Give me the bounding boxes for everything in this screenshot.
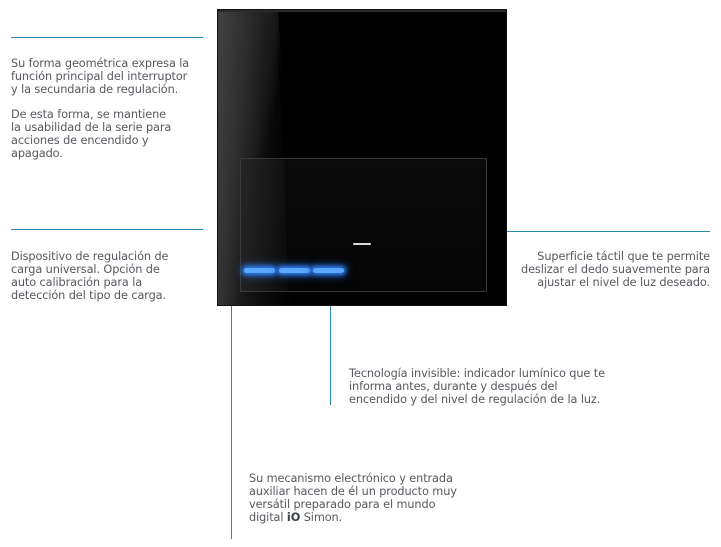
annotation-dimmer-text: Dispositivo de regulación de carga universal. Opción de auto calibración para la detección del tipo de carga. bbox=[11, 250, 169, 302]
annotation-mechanism-text bbox=[249, 472, 471, 524]
light-indicator bbox=[353, 243, 371, 245]
leader-line-indicator bbox=[330, 305, 331, 405]
annotation-mechanism bbox=[249, 472, 471, 524]
led-segment-1 bbox=[244, 268, 275, 273]
leader-line-shape bbox=[11, 37, 203, 38]
io-logo: iO bbox=[286, 511, 301, 524]
annotation-shape-p2: De esta forma, se mantiene la usabilidad de la serie para acciones de encendido y apagado. bbox=[11, 108, 172, 160]
leader-line-mechanism bbox=[231, 305, 232, 539]
annotation-mechanism-brand: Simon. bbox=[303, 511, 343, 524]
touch-dimmer-device bbox=[218, 10, 506, 305]
annotation-shape-p1: Su forma geométrica expresa la función principal del interruptor y la secundaria de regulación. bbox=[11, 57, 190, 96]
annotation-shape bbox=[11, 57, 191, 160]
led-segment-2 bbox=[279, 268, 310, 273]
leader-line-dimmer bbox=[11, 229, 203, 230]
annotation-indicator-text: Tecnología invisible: indicador lumínico que te informa antes, durante y después del encendido y del nivel de regulación de la luz. bbox=[349, 367, 605, 406]
led-segment-3 bbox=[313, 268, 344, 273]
leader-line-touch bbox=[506, 231, 710, 232]
annotation-indicator bbox=[349, 367, 611, 406]
annotation-touch-text: Superficie táctil que te permite deslizar el dedo suavemente para ajustar el nivel de luz deseado. bbox=[521, 250, 710, 289]
annotation-touch bbox=[520, 250, 710, 289]
device-frame-edge bbox=[218, 10, 506, 12]
annotation-mechanism-lead: Su mecanismo electrónico y entrada auxiliar hacen de él un producto muy versátil preparado para el mundo digital bbox=[249, 472, 457, 524]
annotation-dimmer bbox=[11, 250, 181, 302]
